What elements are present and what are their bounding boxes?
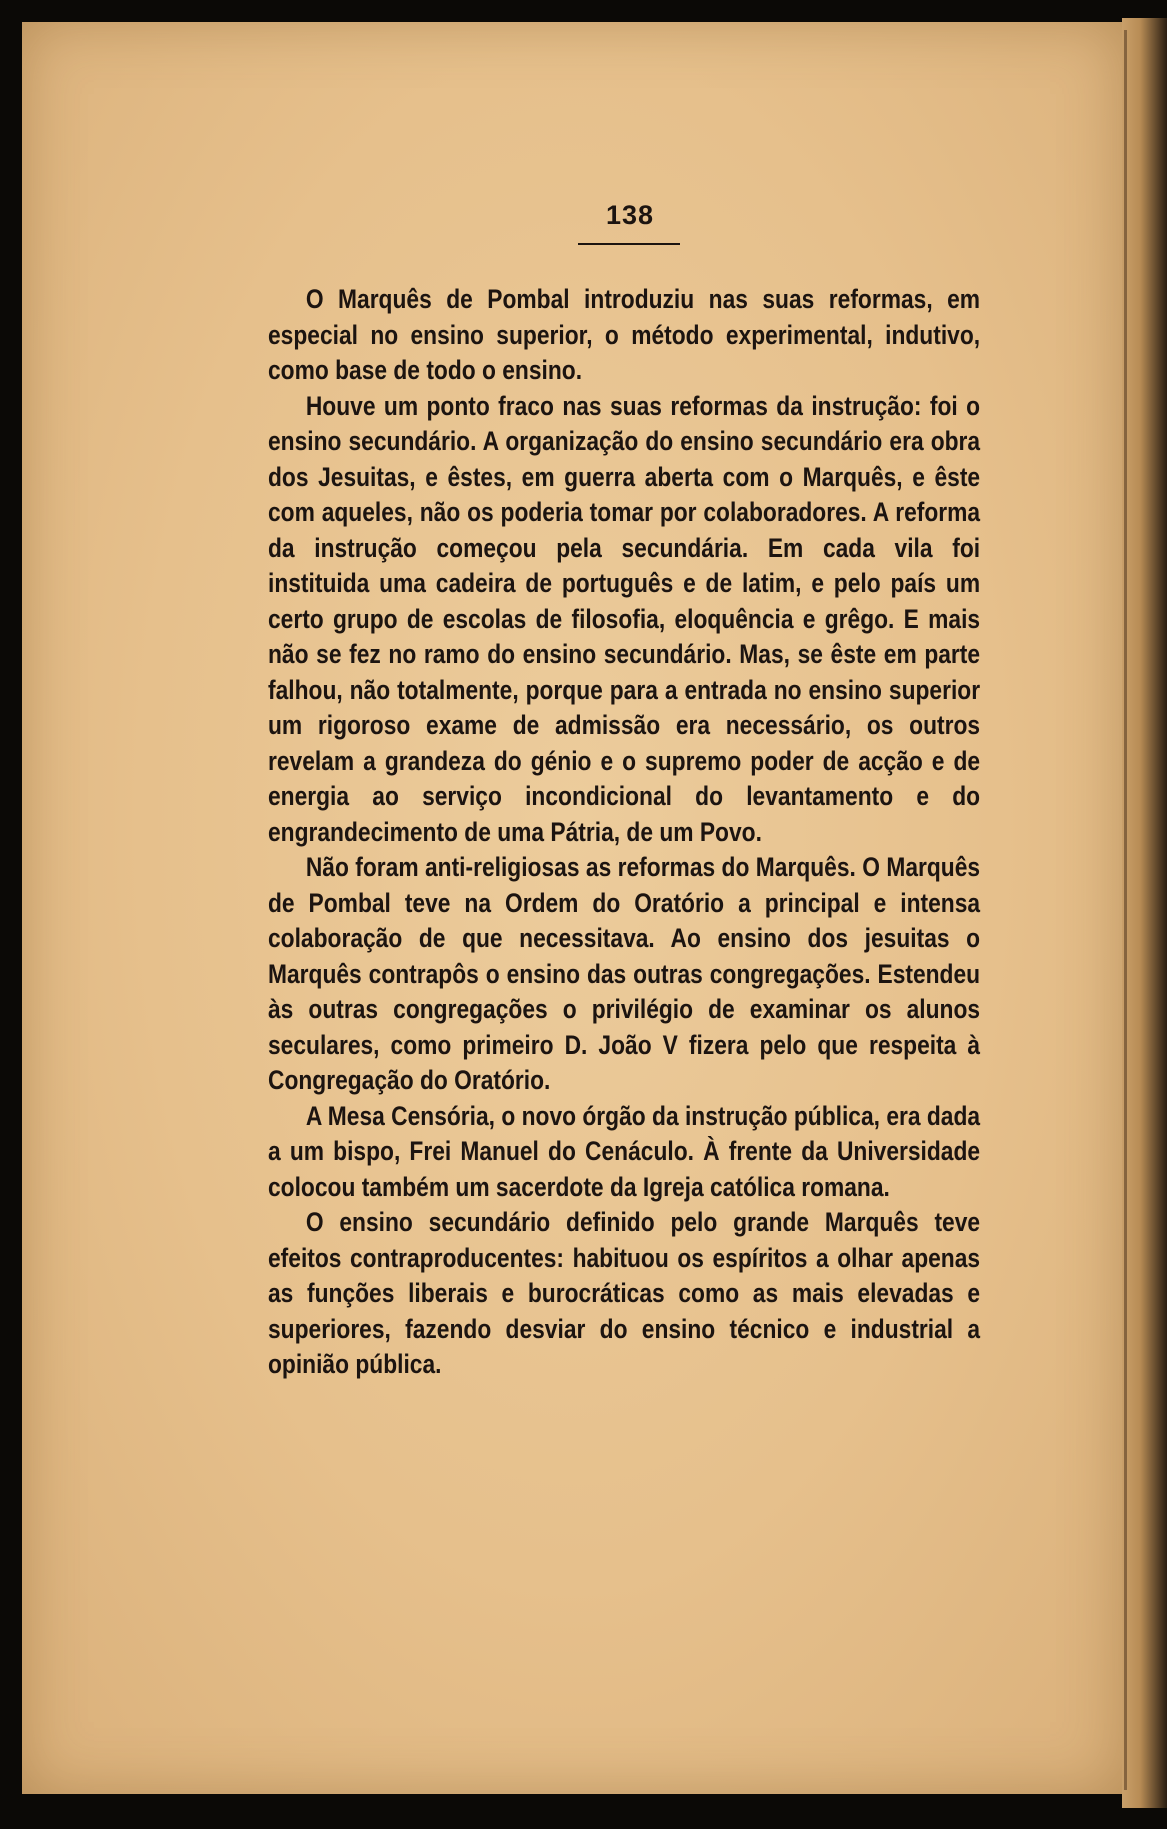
paragraph: Houve um ponto fraco nas suas reformas da instrução: foi o ensino secundário. A organização do ensino secundário era obra dos Jesuitas, e êstes, em guerra aberta com o Marquês, e êste com aqueles, não os poderia tomar por colaboradores. A reforma da instrução começou pela secundária. Em cada vila foi instituida uma cadeira de português e de latim, e pelo país um certo grupo de escolas de filosofia, eloquência e grêgo. E mais não se fez no ramo do ensino secundário. Mas, se êste em parte falhou, não totalmente, porque para a entrada no ensino superior um rigoroso exame de admissão era necessário, os outros revelam a grandeza do génio e o supremo poder de acção e de energia ao serviço incondicional do levantamento e do engrandecimento de uma Pátria, de um Povo. — [268, 390, 981, 847]
next-page-edge — [1122, 18, 1167, 1808]
page-number-rule — [578, 243, 680, 245]
page-number: 138 — [605, 200, 655, 230]
paragraph: Não foram anti-religiosas as reformas do Marquês. O Marquês de Pombal teve na Ordem do Oratório a principal e intensa colaboração de que necessitava. Ao ensino dos jesuitas o Marquês contrapôs o ensino das outras congregações. Estendeu às outras congregações o privilégio de examinar os alunos seculares, como primeiro D. João V fizera pelo que respeita à Congregação do Oratório. — [268, 852, 981, 1095]
paragraph: O ensino secundário definido pelo grande Marquês teve efeitos contraproducentes: habituou os espíritos a olhar apenas as funções liberais e burocráticas como as mais elevadas e superiores, fazendo desviar do ensino técnico e industrial a opinião pública. — [268, 1207, 981, 1379]
body-text — [268, 282, 981, 1383]
paragraph: A Mesa Censória, o novo órgão da instrução pública, era dada a um bispo, Frei Manuel do Cenáculo. À frente da Universidade colocou também um sacerdote da Igreja católica romana. — [268, 1100, 981, 1202]
page-edge-shadow — [1124, 30, 1127, 1790]
paragraph: O Marquês de Pombal introduziu nas suas reformas, em especial no ensino superior, o método experimental, indutivo, como base de todo o ensino. — [268, 284, 981, 385]
